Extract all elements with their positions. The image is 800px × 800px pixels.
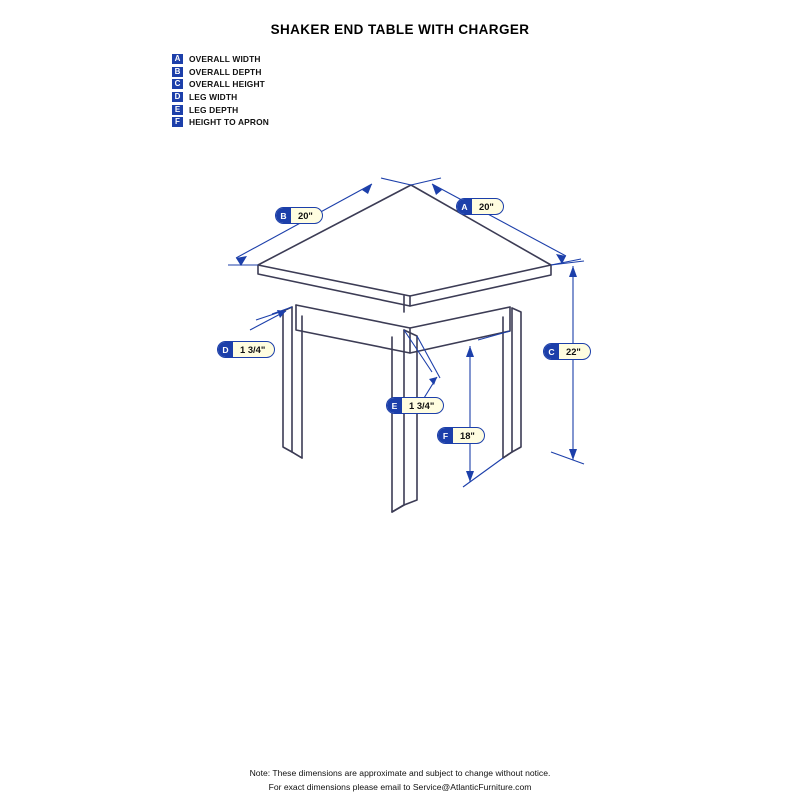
legend-label-a: OVERALL WIDTH bbox=[189, 54, 261, 65]
callout-e bbox=[386, 397, 444, 414]
callout-d-key: D bbox=[218, 342, 233, 357]
legend-key-f: F bbox=[172, 117, 183, 127]
note-line-2: For exact dimensions please email to Service@AtlanticFurniture.com bbox=[268, 782, 532, 792]
legend-key-e: E bbox=[172, 105, 183, 115]
callout-b-value: 20" bbox=[298, 210, 313, 221]
callout-c-value: 22" bbox=[566, 346, 581, 357]
note-line-1: Note: These dimensions are approximate and subject to change without notice. bbox=[249, 768, 551, 778]
legend-label-b: OVERALL DEPTH bbox=[189, 66, 262, 77]
callout-a bbox=[456, 198, 504, 215]
callout-d-value: 1 3/4" bbox=[240, 344, 266, 355]
callout-f-key: F bbox=[438, 428, 453, 443]
callout-f-value: 18" bbox=[460, 430, 475, 441]
legend-label-d: LEG WIDTH bbox=[189, 92, 238, 103]
callout-c bbox=[543, 343, 591, 360]
legend-key-c: C bbox=[172, 79, 183, 89]
legend-label-c: OVERALL HEIGHT bbox=[189, 79, 265, 90]
legend-label-e: LEG DEPTH bbox=[189, 104, 239, 115]
callout-e-value: 1 3/4" bbox=[409, 400, 435, 411]
legend-key-b: B bbox=[172, 67, 183, 77]
callout-c-key: C bbox=[544, 344, 559, 359]
legend-label-f: HEIGHT TO APRON bbox=[189, 117, 269, 128]
legend-key-a: A bbox=[172, 54, 183, 64]
callout-f bbox=[437, 427, 485, 444]
callout-b bbox=[275, 207, 323, 224]
callout-d bbox=[217, 341, 275, 358]
callout-a-value: 20" bbox=[479, 201, 494, 212]
page-title: SHAKER END TABLE WITH CHARGER bbox=[270, 22, 530, 37]
callout-b-key: B bbox=[276, 208, 291, 223]
callout-a-key: A bbox=[457, 199, 472, 214]
legend-key-d: D bbox=[172, 92, 183, 102]
callout-e-key: E bbox=[387, 398, 402, 413]
